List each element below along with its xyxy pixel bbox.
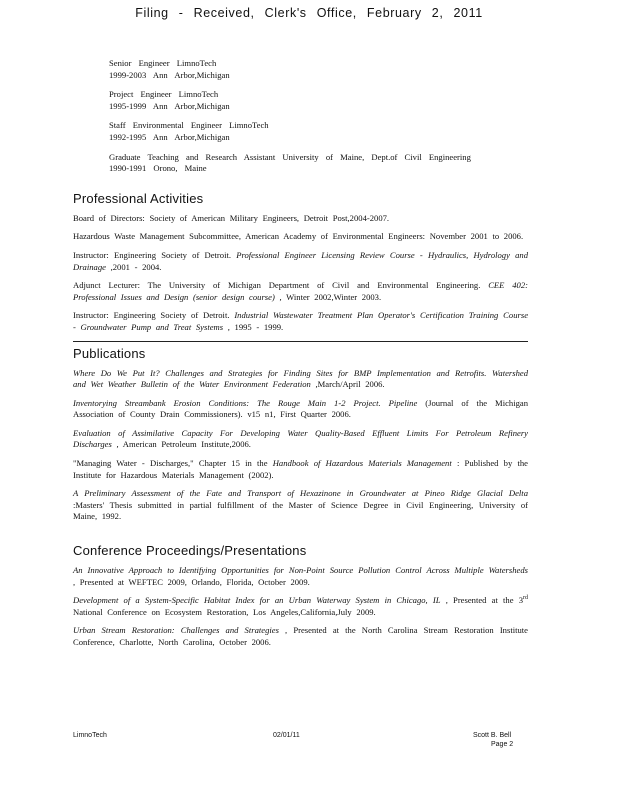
job-title: Project Engineer LimnoTech (109, 89, 219, 100)
publication-entry: "Managing Water - Discharges," Chapter 15 in the Handbook of Hazardous Materials Management : Published by the Institute for Hazardous Materials Management (2002). (73, 458, 528, 480)
job-title: Graduate Teaching and Research Assistant University of Maine, Dept.of Civil Engineering (109, 151, 471, 162)
activity-entry: Hazardous Waste Management Subcommittee, American Academy of Environmental Engineers: November 2001 to 2006. (73, 231, 524, 242)
publication-entry: Inventorying Streambank Erosion Conditions: The Rouge Main 1-2 Project. Pipeline (Journal of the Michigan Association of County Drain Commissioners). v15 n1, First Quarter 2006. (73, 397, 528, 420)
footer-author: Scott B. Bell (473, 732, 512, 739)
footer-company: LimnoTech (73, 732, 107, 739)
job-entry (109, 152, 528, 175)
activity-entry: Adjunct Lecturer: The University of Michigan Department of Civil and Environmental Engineering. CEE 402: Professional Issues and Design (senior design course) , Winter 2002,Winter 2003. (73, 280, 528, 302)
presentation-entry: Development of a System-Specific Habitat Index for an Urban Waterway System in Chicago, IL , Presented at the 3rd National Conference on Ecosystem Restoration, Los Angeles,California,July 2009. (73, 595, 528, 617)
footer-date: 02/01/11 (273, 732, 300, 739)
publication-entry: A Preliminary Assessment of the Fate and Transport of Hexazinone in Groundwater at Pineo Ridge Glacial Delta :Masters' Thesis submitted in partial fulfillment of the Master of Science Degree in Civil Engineering, University of Maine, 1992. (73, 488, 528, 522)
filing-stamp: Filing - Received, Clerk's Office, February 2, 2011 (135, 6, 483, 20)
job-title: Staff Environmental Engineer LimnoTech (109, 120, 269, 131)
presentation-entry: Urban Stream Restoration: Challenges and Strategies , Presented at the North Carolina Stream Restoration Institute Conference, Charlotte, North Carolina, October 2006. (73, 625, 528, 647)
section-divider (73, 341, 528, 342)
job-detail: 1999-2003 Ann Arbor,Michigan (109, 69, 230, 80)
presentation-entry: An Innovative Approach to Identifying Opportunities for Non-Point Source Pollution Control Across Multiple Watersheds , Presented at WEFTEC 2009, Orlando, Florida, October 2009. (73, 565, 528, 587)
publication-entry: Where Do We Put It? Challenges and Strategies for Finding Sites for BMP Implementation and Retrofits. Watershed and Wet Weather Bulletin of the Water Environment Federation ,March/April 2006. (73, 367, 528, 390)
publication-entry: Evaluation of Assimilative Capacity For Developing Water Quality-Based Effluent Limits For Petroleum Refinery Discharges , American Petroleum Institute,2006. (73, 427, 528, 450)
conference-heading: Conference Proceedings/Presentations (73, 543, 307, 559)
employment-history (73, 58, 528, 175)
resume-page (73, 58, 528, 656)
professional-activities-heading: Professional Activities (73, 190, 204, 206)
activity-entry: Instructor: Engineering Society of Detroit. Industrial Wastewater Treatment Plan Operator's Certification Training Course - Groundwater Pump and Treat Systems , 1995 - 1999. (73, 310, 529, 332)
activity-entry: Instructor: Engineering Society of Detroit. Professional Engineer Licensing Review Course - Hydraulics, Hydrology and Drainage ,2001 - 2004. (73, 249, 529, 272)
job-detail: 1992-1995 Ann Arbor,Michigan (109, 131, 230, 142)
job-entry (109, 120, 528, 143)
job-entry (109, 89, 528, 112)
job-entry (109, 58, 528, 81)
publications-heading: Publications (73, 345, 146, 361)
job-title: Senior Engineer LimnoTech (109, 58, 217, 68)
job-detail: 1995-1999 Ann Arbor,Michigan (109, 100, 230, 111)
footer-page-number: Page 2 (491, 741, 514, 748)
activity-entry: Board of Directors: Society of American Military Engineers, Detroit Post,2004-2007. (73, 212, 390, 223)
job-detail: 1990-1991 Orono, Maine (109, 163, 207, 174)
footer-author-page (473, 731, 521, 749)
